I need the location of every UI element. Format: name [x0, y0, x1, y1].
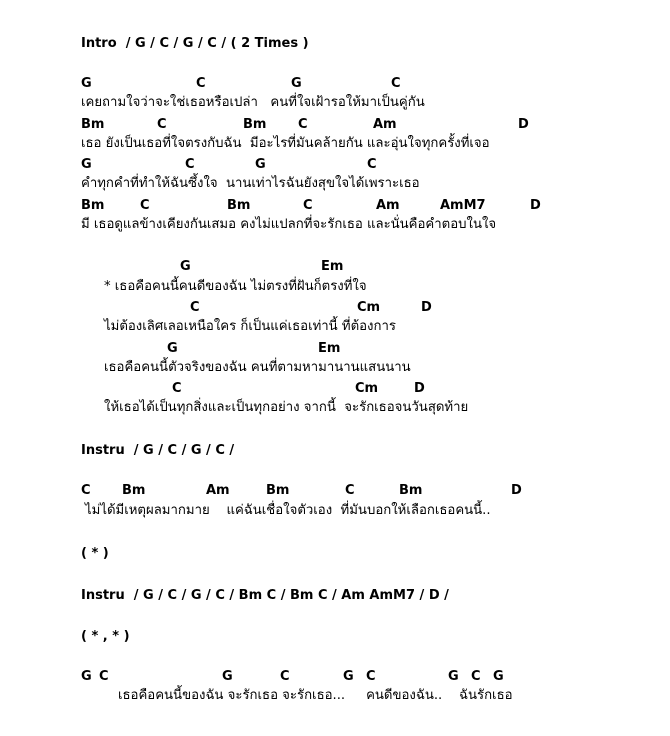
chord: Bm: [243, 117, 267, 132]
chord: G: [343, 669, 354, 684]
chord: C: [303, 198, 313, 213]
chord: C: [345, 483, 355, 498]
instru-line: Instru / G / C / G / C / Bm C / Bm C / Am AmM7 / D /: [81, 588, 449, 603]
chord: Bm: [81, 198, 105, 213]
chord: G: [180, 259, 191, 274]
chord: C: [298, 117, 308, 132]
repeat-marker: ( * ): [81, 546, 109, 561]
chord: C: [367, 157, 377, 172]
chord: C: [471, 669, 481, 684]
lyric-line: ไม่ได้มีเหตุผลมากมาย แค่ฉันเชื่อใจตัวเอง ที่มันบอกให้เลือกเธอคนนี้..: [85, 503, 491, 518]
chord: D: [518, 117, 529, 132]
lyric-line: เคยถามใจว่าจะใช่เธอหรือเปล่า คนที่ใจเฝ้ารอให้มาเป็นคู่กัน: [81, 95, 425, 110]
chord: D: [530, 198, 541, 213]
chord: Bm: [122, 483, 146, 498]
chord: Em: [321, 259, 344, 274]
lyric-line: เธอคือคนนี้ของฉัน จะรักเธอ จะรักเธอ... คนดีของฉัน.. ฉันรักเธอ: [118, 688, 513, 703]
intro-line: Intro / G / C / G / C / ( 2 Times ): [81, 36, 309, 51]
chord: Bm: [399, 483, 423, 498]
chord: D: [511, 483, 522, 498]
chord: D: [421, 300, 432, 315]
chord: C: [190, 300, 200, 315]
chord: G: [222, 669, 233, 684]
chord: Am: [373, 117, 397, 132]
chord: Cm: [357, 300, 381, 315]
lyric-line: มี เธอดูแลข้างเคียงกันเสมอ คงไม่แปลกที่จะรักเธอ และนั่นคือคำตอบในใจ: [81, 217, 497, 232]
chord: Am: [376, 198, 400, 213]
lyric-line: * เธอคือคนนี้คนดีของฉัน ไม่ตรงที่ฝันก็ตรงที่ใจ: [104, 279, 367, 294]
instru-line: Instru / G / C / G / C /: [81, 443, 235, 458]
lyric-line: เธอ ยังเป็นเธอที่ใจตรงกับฉัน มีอะไรที่มันคล้ายกัน และอุ่นใจทุกครั้งที่เจอ: [81, 136, 490, 151]
chord: G: [81, 76, 92, 91]
chord: G: [81, 669, 92, 684]
chord: Bm: [227, 198, 251, 213]
chord: G: [291, 76, 302, 91]
chord: C: [81, 483, 91, 498]
chord: AmM7: [440, 198, 486, 213]
lyric-line: ไม่ต้องเลิศเลอเหนือใคร ก็เป็นแค่เธอเท่านี้ ที่ต้องการ: [104, 319, 396, 334]
chord: Bm: [81, 117, 105, 132]
lyric-line: ให้เธอได้เป็นทุกสิ่งและเป็นทุกอย่าง จากนี้ จะรักเธอจนวันสุดท้าย: [104, 400, 469, 415]
chord: G: [255, 157, 266, 172]
chord: Am: [206, 483, 230, 498]
lyric-line: เธอคือคนนี้ตัวจริงของฉัน คนที่ตามหามานานแสนนาน: [104, 360, 411, 375]
chord: C: [99, 669, 109, 684]
chord: Bm: [266, 483, 290, 498]
chord: G: [493, 669, 504, 684]
chord: C: [391, 76, 401, 91]
chord: Cm: [355, 381, 379, 396]
chord: C: [140, 198, 150, 213]
chord: C: [172, 381, 182, 396]
chord: D: [414, 381, 425, 396]
chord: C: [157, 117, 167, 132]
chord: C: [280, 669, 290, 684]
chord: C: [196, 76, 206, 91]
chord: G: [81, 157, 92, 172]
chord: G: [448, 669, 459, 684]
chord: C: [185, 157, 195, 172]
chord: C: [366, 669, 376, 684]
chord: G: [167, 341, 178, 356]
lyric-line: คำทุกคำที่ทำให้ฉันซึ้งใจ นานเท่าไรฉันยังสุขใจได้เพราะเธอ: [81, 176, 420, 191]
chord: Em: [318, 341, 341, 356]
repeat-marker: ( * , * ): [81, 629, 130, 644]
